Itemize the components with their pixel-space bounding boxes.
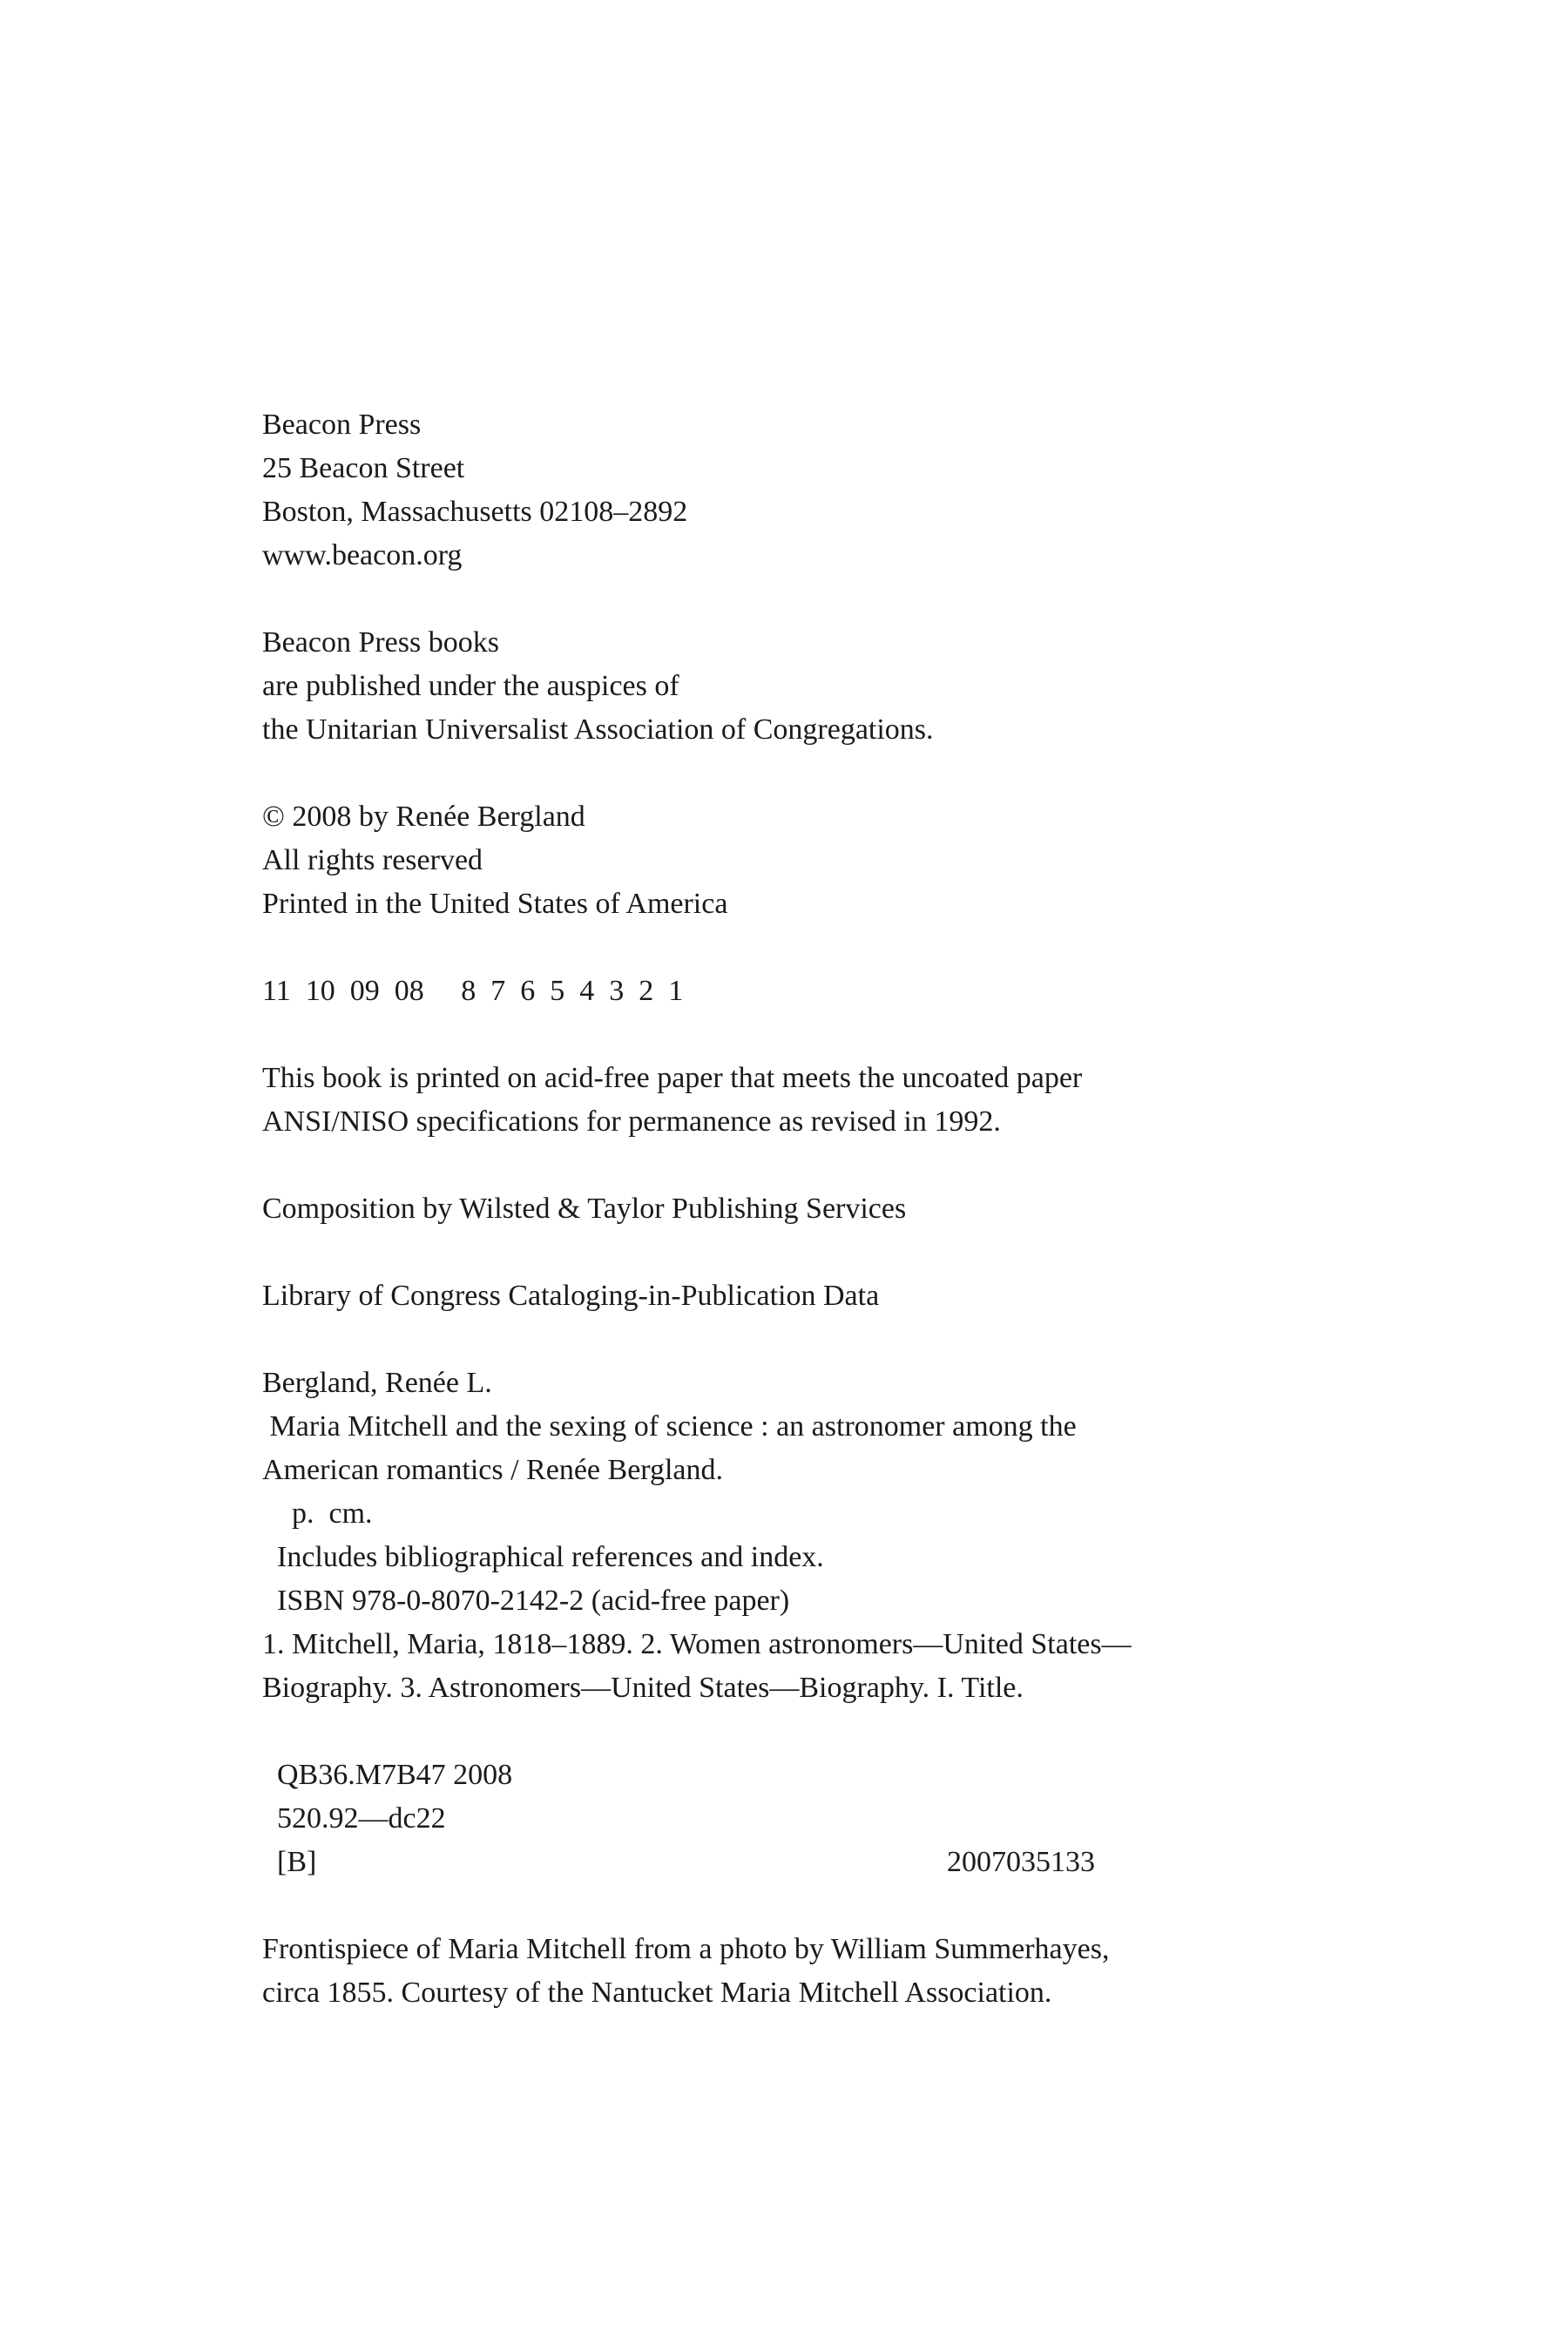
cip-line: Includes bibliographical references and index.: [262, 1541, 824, 1573]
cip-line: ISBN 978-0-8070-2142-2 (acid-free paper): [262, 1585, 790, 1617]
printing-number-line: 11 10 09 08 8 7 6 5 4 3 2 1: [262, 975, 684, 1007]
auspices-line-2: are published under the auspices of: [262, 670, 679, 702]
cip-dewey: 520.92—dc22: [262, 1802, 446, 1835]
cip-line: American romantics / Renée Bergland.: [262, 1454, 724, 1486]
copyright-line: © 2008 by Renée Bergland: [262, 801, 585, 833]
cip-line: Bergland, Renée L.: [262, 1367, 492, 1399]
auspices-line-3: the Unitarian Universalist Association of Congregations.: [262, 713, 934, 746]
publisher-city: Boston, Massachusetts 02108–2892: [262, 496, 688, 528]
paper-notice-line-2: ANSI/NISO specifications for permanence as revised in 1992.: [262, 1105, 1001, 1138]
cip-heading: Library of Congress Cataloging-in-Publication Data: [262, 1280, 880, 1312]
cip-lccn: 2007035133: [947, 1846, 1095, 1878]
cip-line: Biography. 3. Astronomers—United States—Biography. I. Title.: [262, 1672, 1024, 1704]
paper-notice-line-1: This book is printed on acid-free paper that meets the uncoated paper: [262, 1062, 1083, 1094]
cip-call-number: QB36.M7B47 2008: [262, 1759, 513, 1791]
printed-in-line: Printed in the United States of America: [262, 888, 728, 920]
cip-line: p. cm.: [262, 1497, 373, 1530]
cip-line: 1. Mitchell, Maria, 1818–1889. 2. Women astronomers—United States—: [262, 1628, 1132, 1660]
rights-line: All rights reserved: [262, 844, 483, 876]
publisher-name: Beacon Press: [262, 409, 422, 441]
publisher-street: 25 Beacon Street: [262, 452, 465, 484]
frontispiece-credit-line-2: circa 1855. Courtesy of the Nantucket Maria Mitchell Association.: [262, 1977, 1052, 2009]
cip-bracket: [B]: [262, 1846, 317, 1878]
auspices-line-1: Beacon Press books: [262, 626, 499, 659]
cip-line: Maria Mitchell and the sexing of science : an astronomer among the: [262, 1410, 1077, 1443]
publisher-web: www.beacon.org: [262, 539, 463, 571]
frontispiece-credit-line-1: Frontispiece of Maria Mitchell from a photo by William Summerhayes,: [262, 1933, 1110, 1965]
composition-credit: Composition by Wilsted & Taylor Publishing Services: [262, 1193, 907, 1225]
